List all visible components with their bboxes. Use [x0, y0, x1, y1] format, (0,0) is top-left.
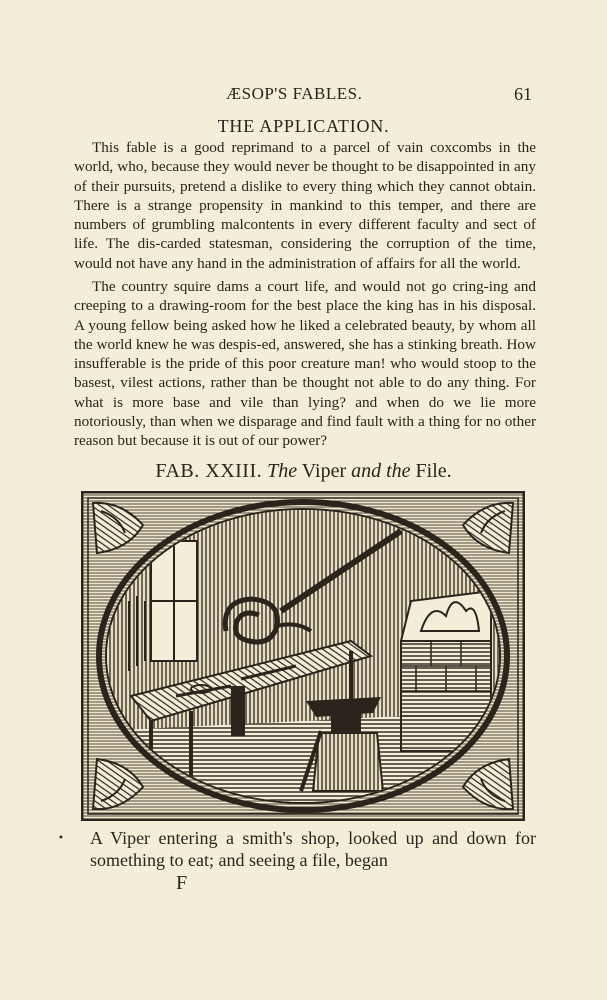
application-paragraph-1: This fable is a good reprimand to a parcel of vain coxcombs in the world, who, because they would never be thought to be disappointed in any of their pursuits, pretend a dislike to every thing which they cannot obtain. There is a strange propensity in mankind to this temper, and there are numbers of grumbling malcontents in every different faculty and sect of life. The dis-carded statesman, considering the corruption of the time, would not have any hand in the administration of affairs for all the world. [74, 139, 536, 272]
page-number: 61 [514, 84, 532, 104]
fable-heading [0, 460, 607, 483]
margin-mark: • [58, 833, 64, 844]
application-heading: THE APPLICATION. [217, 116, 390, 136]
fable-opening-text: A Viper entering a smith's shop, looked up and down for something to eat; and seeing a file, began [90, 828, 536, 870]
woodcut-illustration [81, 491, 525, 821]
running-title: ÆSOP'S FABLES. [226, 84, 363, 103]
signature-mark: F [176, 872, 188, 894]
fable-title-and-the: and the [351, 460, 411, 482]
running-head [0, 84, 607, 106]
application-paragraph-2: The country squire dams a court life, and would not go cring-ing and creeping to a drawing-room for the best place the king has in his disposal. A young fellow being asked how he liked a celebrated beauty, by whom all the world knew he was despis-ed, answered, she has a stinking breath. How insufferable is the pride of this poor creature man! who would stoop to the basest, vilest actions, rather than be thought not able to do any thing. For what is more base and vile than lying? and when do we lie more notoriously, than when we disparage and find fault with a thing for no other reason but because it is out of our power? [74, 278, 536, 450]
fable-number: FAB. XXIII. [155, 460, 263, 482]
fable-title-the: The [267, 460, 298, 482]
fable-title-viper: Viper [301, 460, 347, 482]
fable-title-file: File. [415, 460, 452, 482]
